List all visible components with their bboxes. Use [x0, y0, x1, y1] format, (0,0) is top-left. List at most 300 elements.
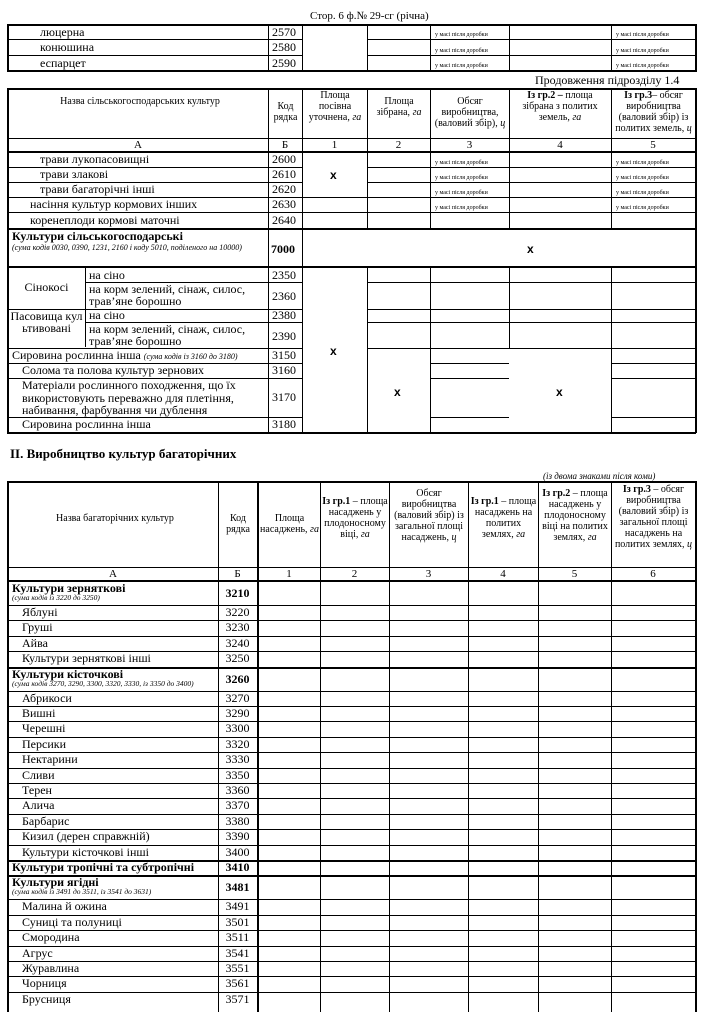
header-col2 — [321, 496, 389, 540]
header-col5-text: – обсяг виробництва (валовий збір) із политих земель, — [615, 90, 689, 134]
input-cell-col2[interactable] — [321, 692, 389, 705]
input-cell-col6[interactable] — [612, 830, 695, 843]
input-cell-col4[interactable] — [469, 962, 538, 975]
row-code: 2360 — [272, 289, 296, 303]
row-code: 3360 — [225, 783, 250, 797]
row-code: 3410 — [225, 860, 250, 874]
header-col2 — [368, 96, 430, 118]
input-cell-col4[interactable] — [469, 931, 538, 944]
input-cell-col3[interactable] — [390, 947, 468, 960]
header-col4 — [469, 496, 538, 540]
header-col4-unit: га — [516, 529, 526, 540]
input-cell-col6[interactable] — [612, 707, 695, 720]
header-name — [60, 96, 220, 107]
input-cell-col5[interactable] — [539, 582, 611, 604]
input-cell-col4[interactable] — [469, 707, 538, 720]
row-name: Абрикоси — [22, 691, 72, 705]
row-name: Персики — [22, 737, 66, 751]
input-cell-col2[interactable] — [321, 769, 389, 782]
input-cell-col3[interactable] — [390, 707, 468, 720]
input-cell-col1[interactable] — [258, 692, 320, 705]
index-3: 3 — [425, 568, 432, 580]
cross-mark: x — [556, 385, 563, 399]
header-col4 — [512, 90, 608, 123]
input-cell-col5[interactable] — [539, 977, 611, 990]
header-col1 — [259, 513, 320, 535]
row-name: на корм зелений, сінаж, силос, трав’яне борошно — [89, 322, 246, 348]
input-cell-col5[interactable] — [539, 637, 611, 650]
input-cell-col6[interactable] — [612, 977, 695, 990]
input-cell-col2[interactable] — [321, 861, 389, 874]
header-col1 — [304, 90, 366, 123]
row-code: 3250 — [225, 651, 250, 665]
index-3: 3 — [466, 139, 473, 151]
input-cell-col4[interactable] — [469, 900, 538, 913]
row-code: 3260 — [225, 672, 250, 686]
cross-mark: x — [394, 385, 401, 399]
input-cell-col1[interactable] — [258, 900, 320, 913]
input-cell-col1[interactable] — [258, 962, 320, 975]
input-cell-col6[interactable] — [612, 753, 695, 766]
header-col1-unit: га — [310, 524, 319, 535]
input-cell-col5[interactable] — [539, 900, 611, 913]
index-4: 4 — [500, 568, 506, 580]
input-cell-col1[interactable] — [258, 753, 320, 766]
input-cell-col1[interactable] — [258, 621, 320, 634]
index-4: 4 — [557, 139, 563, 151]
input-cell-col6[interactable] — [612, 931, 695, 944]
row-code: 3300 — [225, 721, 250, 735]
input-cell-col1[interactable] — [258, 606, 320, 619]
input-cell-col5[interactable] — [539, 846, 611, 859]
input-cell-col6[interactable] — [612, 652, 695, 665]
row-name: Культури тропічні та субтропічні — [12, 860, 195, 874]
mass-note: у масі після доробки — [616, 48, 669, 54]
input-cell-col5[interactable] — [539, 707, 611, 720]
input-cell-col3[interactable] — [390, 977, 468, 990]
input-cell-col2[interactable] — [321, 962, 389, 975]
input-cell-col3[interactable] — [390, 692, 468, 705]
input-cell-col1[interactable] — [258, 637, 320, 650]
input-cell-col6[interactable] — [612, 876, 695, 898]
mass-note: у масі після доробки — [435, 205, 488, 211]
input-cell-col6[interactable] — [612, 993, 695, 1006]
input-cell-col3[interactable] — [390, 582, 468, 604]
header-col5-unit: ц — [686, 123, 692, 134]
row-code: 2600 — [272, 152, 296, 166]
row-name: Кизил (дерен справжній) — [22, 829, 150, 843]
row-code: 3170 — [272, 390, 296, 404]
input-cell-col1[interactable] — [258, 784, 320, 797]
row-name: трави багаторічні інші — [40, 182, 155, 196]
input-cell-col4[interactable] — [469, 846, 538, 859]
row-code: 3561 — [225, 976, 250, 990]
row-code: 2620 — [272, 182, 296, 196]
input-cell-col3[interactable] — [390, 784, 468, 797]
input-cell-col1[interactable] — [258, 815, 320, 828]
input-cell-col3[interactable] — [390, 799, 468, 812]
input-cell-col3[interactable] — [390, 722, 468, 735]
hayfields-label: Сінокосі — [24, 280, 69, 294]
row-name: Брусниця — [22, 992, 71, 1006]
row-code: 3290 — [225, 706, 250, 720]
continuation-label: Продовження підрозділу 1.4 — [535, 73, 680, 87]
input-cell-col3[interactable] — [390, 861, 468, 874]
input-cell-col6[interactable] — [612, 947, 695, 960]
row-code: 3390 — [225, 829, 250, 843]
section-2-title: ІІ. Виробництво культур багаторічних — [10, 446, 237, 461]
input-cell-col6[interactable] — [612, 692, 695, 705]
row-code: 3230 — [225, 620, 250, 634]
raw-total-name — [12, 349, 238, 363]
input-cell-col1[interactable] — [258, 668, 320, 690]
input-cell-col6[interactable] — [612, 799, 695, 812]
input-cell-col4[interactable] — [469, 637, 538, 650]
input-cell-col2[interactable] — [321, 830, 389, 843]
index-6: 6 — [650, 568, 656, 580]
input-cell-col5[interactable] — [539, 769, 611, 782]
input-cell-col1[interactable] — [258, 876, 320, 898]
input-cell-col5[interactable] — [539, 784, 611, 797]
row-name: конюшина — [40, 40, 95, 54]
input-cell-col3[interactable] — [390, 753, 468, 766]
input-cell-col2[interactable] — [321, 916, 389, 929]
input-cell-col6[interactable] — [612, 606, 695, 619]
input-cell-col1[interactable] — [258, 707, 320, 720]
input-cell-col4[interactable] — [469, 582, 538, 604]
index-1: 1 — [286, 568, 292, 580]
row-code: 3180 — [272, 417, 296, 431]
input-cell-col5[interactable] — [539, 668, 611, 690]
row-code: 2350 — [272, 268, 296, 282]
input-cell-col3[interactable] — [390, 815, 468, 828]
input-cell-col2[interactable] — [321, 876, 389, 898]
row-code: 3400 — [225, 845, 250, 859]
input-cell-col4[interactable] — [469, 916, 538, 929]
mass-note: у масі після доробки — [435, 175, 488, 181]
row-name: Смородина — [22, 930, 80, 944]
input-cell-col1[interactable] — [258, 931, 320, 944]
input-cell-col2[interactable] — [321, 977, 389, 990]
input-cell-col1[interactable] — [258, 769, 320, 782]
input-cell-col4[interactable] — [469, 722, 538, 735]
input-cell-col6[interactable] — [612, 815, 695, 828]
input-cell-col2[interactable] — [321, 652, 389, 665]
row-code: 3330 — [225, 752, 250, 766]
header-col5-unit: га — [587, 532, 597, 543]
input-cell-col1[interactable] — [258, 652, 320, 665]
input-cell-col4[interactable] — [469, 799, 538, 812]
row-name: Терен — [22, 783, 52, 797]
input-cell-col1[interactable] — [258, 582, 320, 604]
input-cell-col4[interactable] — [469, 876, 538, 898]
input-cell-col5[interactable] — [539, 606, 611, 619]
input-cell-col5[interactable] — [539, 738, 611, 751]
input-cell-col2[interactable] — [321, 900, 389, 913]
index-b: Б — [234, 568, 241, 580]
header-col1-text: Площа насаджень, — [260, 513, 308, 535]
input-cell-col4[interactable] — [469, 815, 538, 828]
input-cell-col2[interactable] — [321, 947, 389, 960]
input-cell-col4[interactable] — [469, 830, 538, 843]
header-col2-text: Площа зібрана, — [376, 96, 414, 118]
header-col6-text: – обсяг виробництва (валовий збір) із загальної площі насаджень на политих землях, — [614, 484, 689, 550]
cross-mark: x — [330, 344, 337, 358]
input-cell-col5[interactable] — [539, 652, 611, 665]
row-name: Культури кісточкові — [12, 667, 124, 681]
row-code: 2580 — [272, 40, 296, 54]
input-cell-col4[interactable] — [469, 784, 538, 797]
header-col6-bold: Із гр.3 — [622, 484, 651, 495]
mass-note: у масі після доробки — [616, 205, 669, 211]
input-cell-col2[interactable] — [321, 707, 389, 720]
header-col2-text: – площа насаджень у плодоносному віці, — [324, 496, 388, 540]
index-a: А — [109, 568, 117, 580]
input-cell-col4[interactable] — [469, 621, 538, 634]
input-cell-col3[interactable] — [390, 993, 468, 1006]
row-name: Малина й ожина — [22, 899, 107, 913]
input-cell-col4[interactable] — [469, 738, 538, 751]
input-cell-col4[interactable] — [469, 993, 538, 1006]
row-code: 2570 — [272, 25, 296, 39]
row-code: 3210 — [225, 586, 250, 600]
row-code: 3481 — [225, 880, 250, 894]
input-cell-col1[interactable] — [258, 977, 320, 990]
row-name: Сливи — [22, 768, 55, 782]
input-cell-col6[interactable] — [612, 668, 695, 690]
input-cell-col4[interactable] — [469, 606, 538, 619]
input-cell-col2[interactable] — [321, 846, 389, 859]
input-cell-col5[interactable] — [539, 692, 611, 705]
input-cell-col3[interactable] — [390, 916, 468, 929]
row-code: 3571 — [225, 992, 250, 1006]
input-cell-col4[interactable] — [469, 769, 538, 782]
input-cell-col1[interactable] — [258, 738, 320, 751]
input-cell-col2[interactable] — [321, 993, 389, 1006]
input-cell-col1[interactable] — [258, 799, 320, 812]
input-cell-col2[interactable] — [321, 606, 389, 619]
header-col2-unit: га — [412, 107, 422, 118]
header-col6-unit: ц — [687, 539, 693, 550]
input-cell-col1[interactable] — [258, 722, 320, 735]
mass-note: у масі після доробки — [616, 190, 669, 196]
input-cell-col6[interactable] — [612, 582, 695, 604]
header-col4-unit: га — [572, 112, 582, 123]
input-cell-col6[interactable] — [612, 784, 695, 797]
input-cell-col6[interactable] — [612, 722, 695, 735]
header-col3-text: Обсяг виробництва, (валовий збір), — [434, 96, 499, 129]
input-cell-col2[interactable] — [321, 738, 389, 751]
row-name: Нектарини — [22, 752, 78, 766]
row-name: Суниці та полуниці — [22, 915, 122, 929]
row-name: Культури зерняткові інші — [22, 651, 151, 665]
input-cell-col2[interactable] — [321, 815, 389, 828]
input-cell-col6[interactable] — [612, 962, 695, 975]
row-code: 3491 — [225, 899, 250, 913]
raw-total-note: (сума кодів із 3160 до 3180) — [143, 352, 238, 361]
mass-note: у масі після доробки — [435, 190, 488, 196]
header-col4-bold: Із гр.2 – — [527, 90, 563, 101]
input-cell-col4[interactable] — [469, 861, 538, 874]
input-cell-col3[interactable] — [390, 637, 468, 650]
input-cell-col3[interactable] — [390, 900, 468, 913]
input-cell-col3[interactable] — [390, 876, 468, 898]
row-code: 3240 — [225, 636, 250, 650]
input-cell-col3[interactable] — [390, 846, 468, 859]
input-cell-col3[interactable] — [390, 652, 468, 665]
input-cell-col3[interactable] — [390, 738, 468, 751]
cross-mark: x — [330, 168, 337, 182]
input-cell-col6[interactable] — [612, 637, 695, 650]
row-name: Чорниця — [22, 976, 67, 990]
input-cell-col2[interactable] — [321, 799, 389, 812]
row-name: Айва — [22, 636, 48, 650]
input-cell-col6[interactable] — [612, 846, 695, 859]
input-cell-col2[interactable] — [321, 931, 389, 944]
row-name: Матеріали рослинного походження, що їх використовують переважно для плетіння, набивання, фарбування чи дублення — [22, 378, 236, 417]
row-code: 3541 — [225, 946, 250, 960]
input-cell-col3[interactable] — [390, 621, 468, 634]
header-col5-text: – площа насаджень у плодоносному віці на политих землях, — [542, 488, 608, 543]
input-cell-col1[interactable] — [258, 861, 320, 874]
row-name: Груші — [22, 620, 53, 634]
input-cell-col6[interactable] — [612, 621, 695, 634]
row-name: Культури ягідні — [12, 875, 99, 889]
mass-note: у масі після доробки — [616, 175, 669, 181]
input-cell-col1[interactable] — [258, 993, 320, 1006]
row-code: 2610 — [272, 167, 296, 181]
input-cell-col4[interactable] — [469, 652, 538, 665]
input-cell-col4[interactable] — [469, 947, 538, 960]
input-cell-col5[interactable] — [539, 799, 611, 812]
input-cell-col5[interactable] — [539, 621, 611, 634]
header-col5-bold: Із гр.3 — [624, 90, 653, 101]
index-2: 2 — [395, 139, 402, 151]
input-cell-col4[interactable] — [469, 977, 538, 990]
row-code: 3320 — [225, 737, 250, 751]
header-col6 — [612, 484, 695, 550]
input-cell-col2[interactable] — [321, 753, 389, 766]
row-code: 3501 — [225, 915, 250, 929]
header-col3 — [431, 96, 509, 129]
input-cell-col3[interactable] — [390, 668, 468, 690]
input-cell-col1[interactable] — [258, 830, 320, 843]
row-note: (сума кодів із 3220 до 3250) — [12, 593, 100, 602]
header-col5 — [539, 488, 611, 543]
header-col3-text: Обсяг виробництва (валовий збір) із загальної площі насаджень, — [394, 488, 464, 543]
mass-note: у масі після доробки — [435, 32, 488, 38]
row-code: 2640 — [272, 213, 296, 227]
row-name: Агрус — [22, 946, 53, 960]
total-code: 7000 — [271, 242, 295, 256]
header-col5-bold: Із гр.2 — [542, 488, 571, 499]
input-cell-col6[interactable] — [612, 900, 695, 913]
row-code: 3551 — [225, 961, 250, 975]
input-cell-col3[interactable] — [390, 830, 468, 843]
row-name: Культури кісточкові інші — [22, 845, 149, 859]
row-code: 2390 — [272, 329, 296, 343]
row-code: 3270 — [225, 691, 250, 705]
mass-note: у масі після доробки — [435, 160, 488, 166]
header-name-text: Назва сільськогосподарських культур — [60, 96, 220, 107]
row-name: Солома та полова культур зернових — [22, 363, 205, 377]
input-cell-col6[interactable] — [612, 769, 695, 782]
raw-total-text: Сировина рослинна інша — [12, 348, 141, 362]
header-code: Код рядка — [226, 513, 250, 535]
row-name: трави лукопасовищні — [40, 152, 150, 166]
row-name: Культури зерняткові — [12, 581, 126, 595]
row-name: Яблуні — [22, 605, 58, 619]
input-cell-col6[interactable] — [612, 861, 695, 874]
input-cell-col5[interactable] — [539, 722, 611, 735]
row-name: на корм зелений, сінаж, силос, трав’яне борошно — [89, 282, 246, 308]
row-name: Журавлина — [22, 961, 80, 975]
header-col4-text: площа зібрана з политих земель, — [522, 90, 598, 123]
input-cell-col1[interactable] — [258, 916, 320, 929]
row-code: 3370 — [225, 798, 250, 812]
row-code: 3380 — [225, 814, 250, 828]
row-name: Вишні — [22, 706, 56, 720]
input-cell-col2[interactable] — [321, 637, 389, 650]
input-cell-col3[interactable] — [390, 962, 468, 975]
input-cell-col4[interactable] — [469, 668, 538, 690]
input-cell-col6[interactable] — [612, 738, 695, 751]
input-cell-col5[interactable] — [539, 916, 611, 929]
input-cell-col3[interactable] — [390, 769, 468, 782]
input-cell-col4[interactable] — [469, 753, 538, 766]
input-cell-col2[interactable] — [321, 722, 389, 735]
input-cell-col1[interactable] — [258, 947, 320, 960]
input-cell-col5[interactable] — [539, 861, 611, 874]
row-name: Алича — [22, 798, 55, 812]
row-code: 2630 — [272, 197, 296, 211]
input-cell-col3[interactable] — [390, 931, 468, 944]
cross-mark: x — [527, 242, 534, 256]
row-name: на сіно — [89, 268, 125, 282]
input-cell-col5[interactable] — [539, 830, 611, 843]
header-code: Код рядка — [273, 101, 298, 123]
input-cell-col5[interactable] — [539, 753, 611, 766]
index-b: Б — [281, 139, 289, 151]
input-cell-col2[interactable] — [321, 668, 389, 690]
input-cell-col5[interactable] — [539, 947, 611, 960]
header-col1-text: Площа посівна уточнена, — [308, 90, 352, 123]
input-cell-col5[interactable] — [539, 931, 611, 944]
input-cell-col1[interactable] — [258, 846, 320, 859]
input-cell-col2[interactable] — [321, 582, 389, 604]
row-name: Сировина рослинна інша — [22, 417, 151, 431]
input-cell-col2[interactable] — [321, 784, 389, 797]
row-code: 3350 — [225, 768, 250, 782]
row-name: люцерна — [40, 25, 85, 39]
header-col5 — [612, 90, 695, 134]
input-cell-col5[interactable] — [539, 815, 611, 828]
input-cell-col4[interactable] — [469, 692, 538, 705]
row-name: коренеплоди кормові маточні — [30, 213, 180, 227]
input-cell-col5[interactable] — [539, 993, 611, 1006]
input-cell-col5[interactable] — [539, 876, 611, 898]
index-a: А — [134, 139, 142, 151]
row-name: еспарцет — [40, 56, 86, 70]
input-cell-col3[interactable] — [390, 606, 468, 619]
row-code: 2590 — [272, 56, 296, 70]
header-col2-unit: га — [360, 529, 370, 540]
input-cell-col2[interactable] — [321, 621, 389, 634]
header-col4-bold: Із гр.1 — [470, 496, 499, 507]
input-cell-col6[interactable] — [612, 916, 695, 929]
header-col3 — [390, 488, 468, 543]
input-cell-col5[interactable] — [539, 962, 611, 975]
